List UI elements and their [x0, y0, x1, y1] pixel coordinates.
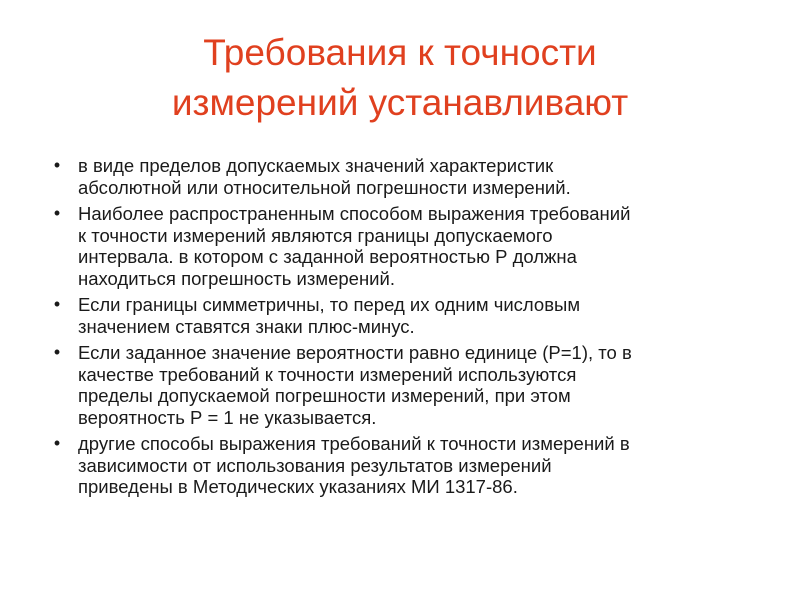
- list-item: [50, 155, 770, 198]
- list-item: [50, 203, 770, 289]
- bullet-text: Если границы симметричны, то перед их одним числовым значением ставятся знаки плюс-минус.: [78, 294, 581, 337]
- bullet-icon: •: [53, 155, 61, 175]
- bullet-text: другие способы выражения требований к точности измерений в зависимости от использования результатов измерений приведены в Методических указаниях МИ 1317-86.: [78, 433, 630, 497]
- bullet-text: Наиболее распространенным способом выражения требований к точности измерений являются границы допускаемого интервала. в котором с заданной вероятностью Р должна находиться погрешность измерений.: [78, 203, 631, 289]
- bullet-icon: •: [53, 433, 61, 453]
- list-item: [50, 433, 770, 498]
- list-item: [50, 342, 770, 428]
- list-item: [50, 294, 770, 337]
- bullet-icon: •: [53, 342, 61, 362]
- bullet-text: Если заданное значение вероятности равно единице (Р=1), то в качестве требований к точности измерений используются пределы допускаемой погрешности измерений, при этом вероятность Р = 1 не указывается.: [78, 342, 632, 428]
- bullet-icon: •: [53, 203, 61, 223]
- bullet-text: в виде пределов допускаемых значений характеристик абсолютной или относительной погрешности измерений.: [78, 155, 571, 198]
- bullet-list: [50, 155, 770, 503]
- bullet-icon: •: [53, 294, 61, 314]
- slide-title: Требования к точности измерений устанавливают: [171, 32, 629, 123]
